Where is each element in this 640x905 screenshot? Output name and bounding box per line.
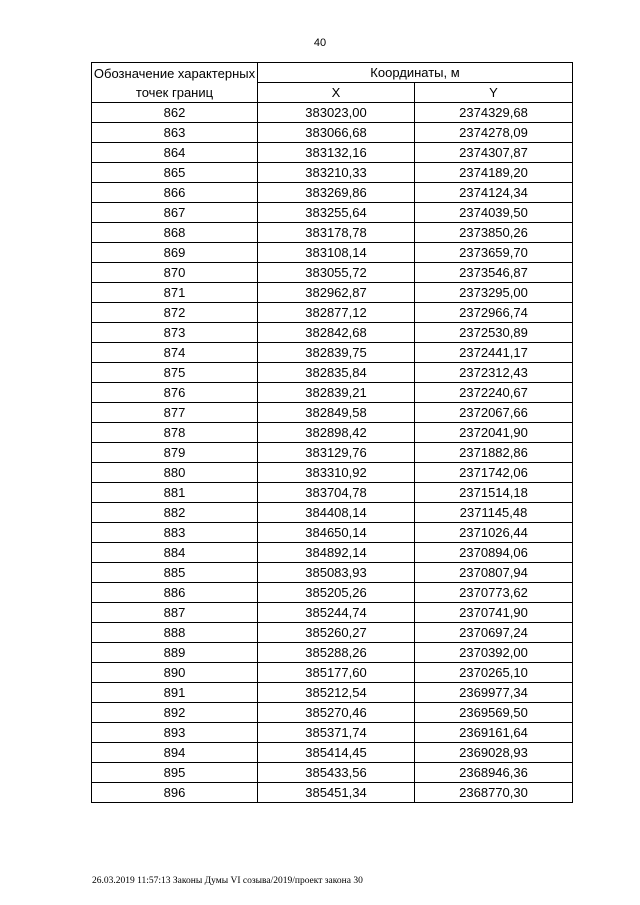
point-number-cell: 883 bbox=[92, 523, 258, 543]
x-coordinate-cell: 385371,74 bbox=[258, 723, 415, 743]
table-row bbox=[92, 123, 573, 143]
table-row bbox=[92, 283, 573, 303]
table-row bbox=[92, 623, 573, 643]
x-coordinate-cell: 383066,68 bbox=[258, 123, 415, 143]
table-row bbox=[92, 723, 573, 743]
x-coordinate-cell: 385244,74 bbox=[258, 603, 415, 623]
x-coordinate-cell: 382849,58 bbox=[258, 403, 415, 423]
point-number-cell: 885 bbox=[92, 563, 258, 583]
point-number-cell: 879 bbox=[92, 443, 258, 463]
y-coordinate-cell: 2370894,06 bbox=[415, 543, 573, 563]
table-row bbox=[92, 583, 573, 603]
table-row bbox=[92, 543, 573, 563]
table-header bbox=[92, 63, 573, 103]
y-coordinate-cell: 2373546,87 bbox=[415, 263, 573, 283]
y-coordinate-cell: 2370265,10 bbox=[415, 663, 573, 683]
y-coordinate-cell: 2374307,87 bbox=[415, 143, 573, 163]
table-row bbox=[92, 643, 573, 663]
x-coordinate-cell: 382842,68 bbox=[258, 323, 415, 343]
y-coordinate-cell: 2371026,44 bbox=[415, 523, 573, 543]
table-row bbox=[92, 243, 573, 263]
y-coordinate-cell: 2369161,64 bbox=[415, 723, 573, 743]
y-coordinate-cell: 2373850,26 bbox=[415, 223, 573, 243]
table-row bbox=[92, 763, 573, 783]
point-number-cell: 889 bbox=[92, 643, 258, 663]
y-coordinate-cell: 2369977,34 bbox=[415, 683, 573, 703]
footer-text: 26.03.2019 11:57:13 Законы Думы VI созыва/2019/проект закона 30 bbox=[92, 876, 363, 886]
point-number-cell: 893 bbox=[92, 723, 258, 743]
point-number-cell: 881 bbox=[92, 483, 258, 503]
x-coordinate-cell: 385433,56 bbox=[258, 763, 415, 783]
y-coordinate-cell: 2373295,00 bbox=[415, 283, 573, 303]
x-coordinate-cell: 384408,14 bbox=[258, 503, 415, 523]
table-row bbox=[92, 423, 573, 443]
table-row bbox=[92, 743, 573, 763]
x-coordinate-cell: 385205,26 bbox=[258, 583, 415, 603]
point-number-cell: 873 bbox=[92, 323, 258, 343]
y-coordinate-cell: 2370697,24 bbox=[415, 623, 573, 643]
y-coordinate-cell: 2374189,20 bbox=[415, 163, 573, 183]
y-coordinate-cell: 2372067,66 bbox=[415, 403, 573, 423]
x-coordinate-cell: 385288,26 bbox=[258, 643, 415, 663]
y-coordinate-cell: 2374039,50 bbox=[415, 203, 573, 223]
header-x: X bbox=[258, 83, 415, 103]
x-coordinate-cell: 385212,54 bbox=[258, 683, 415, 703]
point-number-cell: 877 bbox=[92, 403, 258, 423]
y-coordinate-cell: 2372530,89 bbox=[415, 323, 573, 343]
x-coordinate-cell: 383255,64 bbox=[258, 203, 415, 223]
x-coordinate-cell: 382877,12 bbox=[258, 303, 415, 323]
x-coordinate-cell: 382962,87 bbox=[258, 283, 415, 303]
table-row bbox=[92, 663, 573, 683]
y-coordinate-cell: 2369028,93 bbox=[415, 743, 573, 763]
table-row bbox=[92, 203, 573, 223]
y-coordinate-cell: 2374278,09 bbox=[415, 123, 573, 143]
point-number-cell: 871 bbox=[92, 283, 258, 303]
point-number-cell: 880 bbox=[92, 463, 258, 483]
point-number-cell: 887 bbox=[92, 603, 258, 623]
table-row bbox=[92, 603, 573, 623]
table-row bbox=[92, 263, 573, 283]
point-number-cell: 872 bbox=[92, 303, 258, 323]
y-coordinate-cell: 2372966,74 bbox=[415, 303, 573, 323]
y-coordinate-cell: 2372312,43 bbox=[415, 363, 573, 383]
y-coordinate-cell: 2369569,50 bbox=[415, 703, 573, 723]
x-coordinate-cell: 383055,72 bbox=[258, 263, 415, 283]
y-coordinate-cell: 2372441,17 bbox=[415, 343, 573, 363]
x-coordinate-cell: 383310,92 bbox=[258, 463, 415, 483]
table-row bbox=[92, 223, 573, 243]
point-number-cell: 876 bbox=[92, 383, 258, 403]
y-coordinate-cell: 2370807,94 bbox=[415, 563, 573, 583]
y-coordinate-cell: 2370741,90 bbox=[415, 603, 573, 623]
header-point-designation: Обозначение характерных точек границ bbox=[92, 63, 258, 103]
table-row bbox=[92, 463, 573, 483]
x-coordinate-cell: 385414,45 bbox=[258, 743, 415, 763]
x-coordinate-cell: 385083,93 bbox=[258, 563, 415, 583]
x-coordinate-cell: 384650,14 bbox=[258, 523, 415, 543]
header-y: Y bbox=[415, 83, 573, 103]
y-coordinate-cell: 2370392,00 bbox=[415, 643, 573, 663]
page-number: 40 bbox=[313, 37, 327, 49]
point-number-cell: 868 bbox=[92, 223, 258, 243]
point-number-cell: 870 bbox=[92, 263, 258, 283]
table-row bbox=[92, 383, 573, 403]
point-number-cell: 864 bbox=[92, 143, 258, 163]
table-row bbox=[92, 403, 573, 423]
y-coordinate-cell: 2368770,30 bbox=[415, 783, 573, 803]
point-number-cell: 896 bbox=[92, 783, 258, 803]
table-row bbox=[92, 163, 573, 183]
x-coordinate-cell: 382839,21 bbox=[258, 383, 415, 403]
header-coordinates: Координаты, м bbox=[258, 63, 573, 83]
point-number-cell: 888 bbox=[92, 623, 258, 643]
table-body bbox=[92, 103, 573, 803]
point-number-cell: 869 bbox=[92, 243, 258, 263]
y-coordinate-cell: 2372240,67 bbox=[415, 383, 573, 403]
table-row bbox=[92, 503, 573, 523]
x-coordinate-cell: 385260,27 bbox=[258, 623, 415, 643]
table-row bbox=[92, 703, 573, 723]
table-row bbox=[92, 783, 573, 803]
point-number-cell: 891 bbox=[92, 683, 258, 703]
table-row bbox=[92, 483, 573, 503]
y-coordinate-cell: 2373659,70 bbox=[415, 243, 573, 263]
point-number-cell: 882 bbox=[92, 503, 258, 523]
point-number-cell: 878 bbox=[92, 423, 258, 443]
table-row bbox=[92, 103, 573, 123]
x-coordinate-cell: 384892,14 bbox=[258, 543, 415, 563]
point-number-cell: 875 bbox=[92, 363, 258, 383]
x-coordinate-cell: 382839,75 bbox=[258, 343, 415, 363]
x-coordinate-cell: 383269,86 bbox=[258, 183, 415, 203]
y-coordinate-cell: 2371514,18 bbox=[415, 483, 573, 503]
point-number-cell: 863 bbox=[92, 123, 258, 143]
y-coordinate-cell: 2368946,36 bbox=[415, 763, 573, 783]
point-number-cell: 867 bbox=[92, 203, 258, 223]
table-row bbox=[92, 683, 573, 703]
y-coordinate-cell: 2374329,68 bbox=[415, 103, 573, 123]
x-coordinate-cell: 385177,60 bbox=[258, 663, 415, 683]
point-number-cell: 895 bbox=[92, 763, 258, 783]
table-row bbox=[92, 523, 573, 543]
point-number-cell: 886 bbox=[92, 583, 258, 603]
table-row bbox=[92, 183, 573, 203]
x-coordinate-cell: 383210,33 bbox=[258, 163, 415, 183]
point-number-cell: 884 bbox=[92, 543, 258, 563]
table-row bbox=[92, 343, 573, 363]
table-row bbox=[92, 443, 573, 463]
y-coordinate-cell: 2372041,90 bbox=[415, 423, 573, 443]
y-coordinate-cell: 2370773,62 bbox=[415, 583, 573, 603]
point-number-cell: 874 bbox=[92, 343, 258, 363]
y-coordinate-cell: 2374124,34 bbox=[415, 183, 573, 203]
point-number-cell: 890 bbox=[92, 663, 258, 683]
y-coordinate-cell: 2371882,86 bbox=[415, 443, 573, 463]
coordinates-table bbox=[91, 62, 573, 803]
table-row bbox=[92, 563, 573, 583]
x-coordinate-cell: 385270,46 bbox=[258, 703, 415, 723]
table-row bbox=[92, 143, 573, 163]
point-number-cell: 865 bbox=[92, 163, 258, 183]
x-coordinate-cell: 385451,34 bbox=[258, 783, 415, 803]
x-coordinate-cell: 383132,16 bbox=[258, 143, 415, 163]
table-row bbox=[92, 323, 573, 343]
x-coordinate-cell: 382898,42 bbox=[258, 423, 415, 443]
x-coordinate-cell: 382835,84 bbox=[258, 363, 415, 383]
point-number-cell: 862 bbox=[92, 103, 258, 123]
y-coordinate-cell: 2371742,06 bbox=[415, 463, 573, 483]
x-coordinate-cell: 383178,78 bbox=[258, 223, 415, 243]
x-coordinate-cell: 383704,78 bbox=[258, 483, 415, 503]
point-number-cell: 866 bbox=[92, 183, 258, 203]
table-row bbox=[92, 363, 573, 383]
y-coordinate-cell: 2371145,48 bbox=[415, 503, 573, 523]
x-coordinate-cell: 383129,76 bbox=[258, 443, 415, 463]
x-coordinate-cell: 383108,14 bbox=[258, 243, 415, 263]
point-number-cell: 892 bbox=[92, 703, 258, 723]
x-coordinate-cell: 383023,00 bbox=[258, 103, 415, 123]
table-row bbox=[92, 303, 573, 323]
point-number-cell: 894 bbox=[92, 743, 258, 763]
